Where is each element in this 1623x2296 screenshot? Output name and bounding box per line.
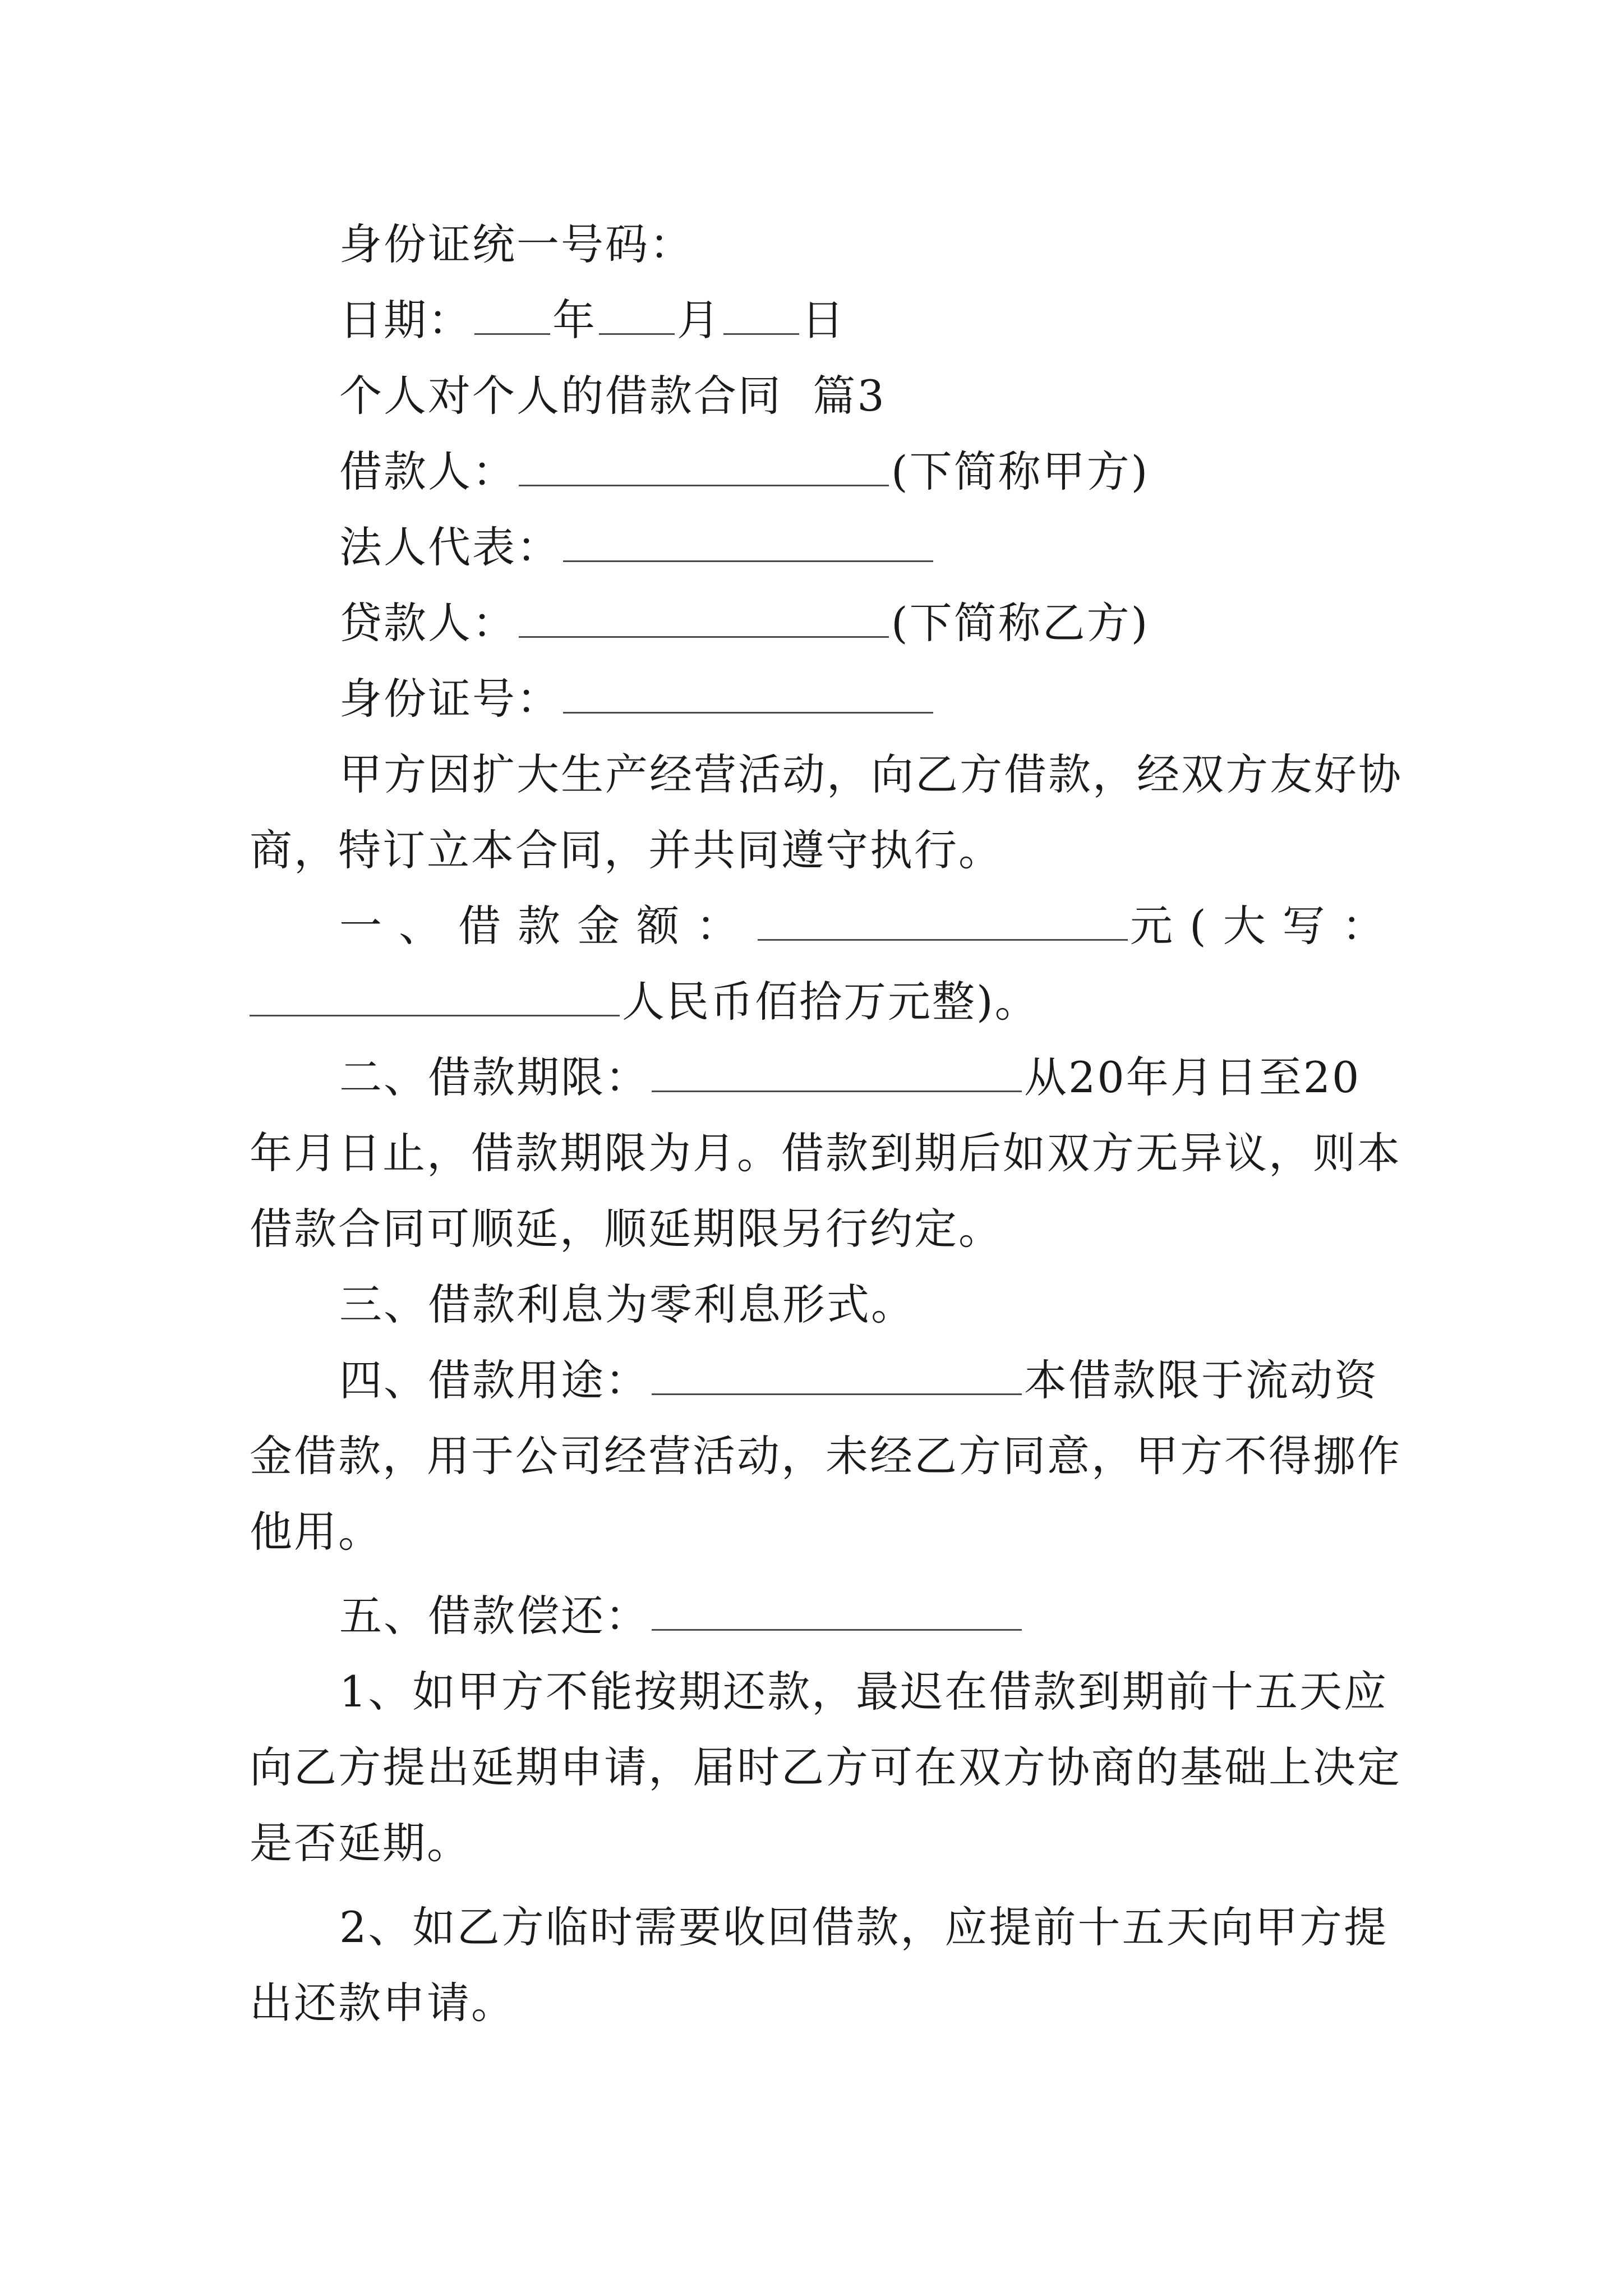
clause2-line	[339, 1046, 1388, 1109]
borrower-line	[339, 440, 1388, 503]
day-blank[interactable]	[723, 294, 799, 335]
borrower-suffix: (下简称甲方)	[891, 447, 1150, 496]
clause1-tail: 人民币佰拾万元整)。	[622, 977, 1039, 1027]
clause1-label: 一、借款金额：	[339, 901, 755, 951]
legal-rep-blank[interactable]	[563, 521, 933, 562]
id-unified-number-line	[339, 213, 1388, 276]
clause5-line	[339, 1585, 1388, 1648]
id-number-label: 身份证号：	[339, 674, 561, 724]
date-label: 日期：	[339, 295, 472, 345]
year-blank[interactable]	[474, 294, 550, 335]
clause4-line	[339, 1349, 1388, 1412]
lender-blank[interactable]	[519, 597, 889, 638]
clause2-line-2: 年月日止，借款期限为月。借款到期后如双方无异议，则本	[250, 1128, 1401, 1178]
item2-line-2: 出还款申请。	[250, 1978, 515, 2028]
borrower-label: 借款人：	[339, 447, 517, 496]
id-number-blank[interactable]	[563, 673, 933, 714]
intro-line-1: 甲方因扩大生产经营活动，向乙方借款，经双方友好协	[339, 749, 1403, 799]
clause4-blank[interactable]	[652, 1354, 1022, 1395]
clause5-label: 五、借款偿还：	[339, 1591, 649, 1641]
id-number-line	[339, 668, 1388, 730]
contract-title: 个人对个人的借款合同	[339, 371, 782, 421]
clause2-blank[interactable]	[652, 1051, 1022, 1092]
intro-line-2: 商，特订立本合同，并共同遵守执行。	[250, 825, 1003, 875]
month-blank[interactable]	[599, 294, 675, 335]
clause2-line-3: 借款合同可顺延，顺延期限另行约定。	[250, 1204, 1003, 1254]
clause2-from: 从20年月日至20	[1024, 1052, 1361, 1102]
contract-section: 篇3	[813, 371, 886, 421]
id-unified-number-label: 身份证统一号码：	[339, 219, 694, 269]
item1-line-2: 向乙方提出延期申请，届时乙方可在双方协商的基础上决定	[250, 1742, 1401, 1792]
clause5-blank[interactable]	[652, 1590, 1022, 1631]
clause1-amount-blank[interactable]	[758, 900, 1128, 941]
item1-line-1: 1、如甲方不能按期还款，最迟在借款到期前十五天应	[339, 1667, 1388, 1717]
day-label: 日	[801, 295, 846, 345]
clause4-label: 四、借款用途：	[339, 1355, 649, 1405]
clause1-unit: 元(大写：	[1130, 901, 1401, 951]
clause1-line	[339, 895, 1401, 958]
year-label: 年	[552, 295, 597, 345]
legal-rep-label: 法人代表：	[339, 522, 561, 572]
lender-line	[339, 592, 1388, 655]
contract-title-line	[339, 365, 1388, 427]
date-line	[339, 289, 1388, 352]
clause1-capital-blank[interactable]	[250, 976, 620, 1016]
month-label: 月	[677, 295, 721, 345]
clause4-tail: 本借款限于流动资	[1024, 1355, 1378, 1405]
clause1-line-2	[250, 970, 1388, 1033]
legal-rep-line	[339, 516, 1388, 579]
clause4-line-2: 金借款，用于公司经营活动，未经乙方同意，甲方不得挪作	[250, 1431, 1401, 1481]
clause2-label: 二、借款期限：	[339, 1052, 649, 1102]
clause3-line: 三、借款利息为零利息形式。	[339, 1280, 915, 1329]
clause4-line-3: 他用。	[250, 1507, 382, 1557]
item2-line-1: 2、如乙方临时需要收回借款，应提前十五天向甲方提	[339, 1902, 1388, 1952]
lender-suffix: (下简称乙方)	[891, 598, 1150, 648]
item1-line-3: 是否延期。	[250, 1818, 471, 1868]
borrower-blank[interactable]	[519, 445, 889, 486]
lender-label: 贷款人：	[339, 598, 517, 648]
